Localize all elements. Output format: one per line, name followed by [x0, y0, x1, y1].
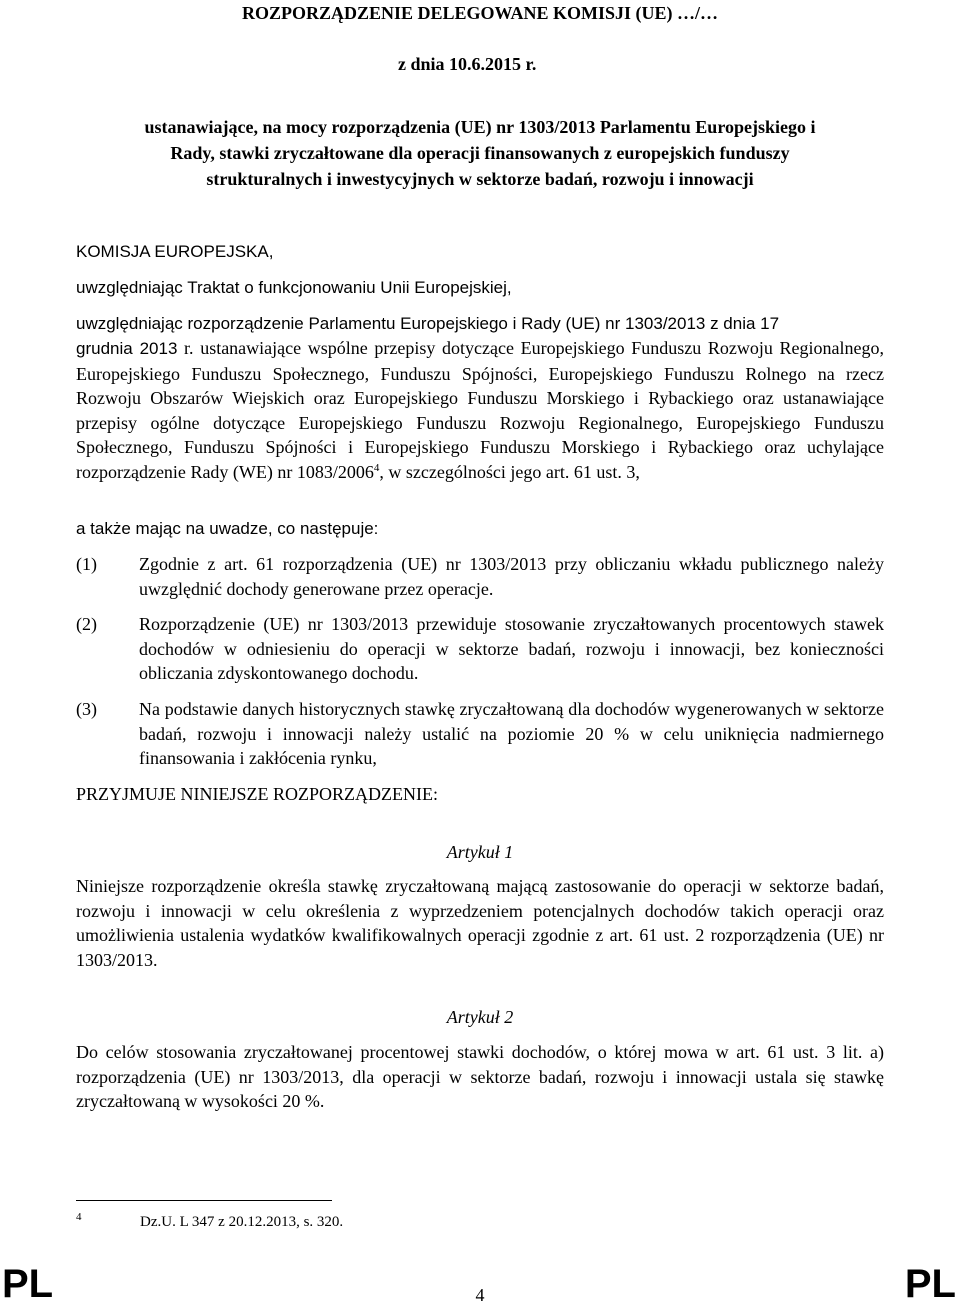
document-title: ROZPORZĄDZENIE DELEGOWANE KOMISJI (UE) …/… [241, 3, 719, 23]
recital-number: (2) [76, 614, 97, 634]
document-date: z dnia 10.6.2015 r. [398, 54, 537, 74]
preamble-considering: a także mając na uwadze, co następuje: [76, 519, 379, 538]
article-2-heading: Artykuł 2 [446, 1007, 514, 1027]
article-1-text: Niniejsze rozporządzenie określa stawkę zryczałtowaną mającą zastosowanie do operacji w sektorze badań, rozwoju i innowacji w celu określenia z wyprzedzeniem potencjalnych dochodów takich operacji oraz umożliwienia ustalenia wydatków kwalifikowalnych operacji zgodnie z art. 61 ust. 2 rozporządzenia (UE) nr 1303/2013. [76, 876, 884, 970]
footer-language-right: PL [904, 1262, 956, 1306]
recital-number: (1) [76, 554, 97, 574]
citation-date-fragment: grudnia 2013 [76, 339, 178, 358]
footnote-reference[interactable]: 4 [373, 461, 380, 474]
citation-tail-before: Rady (WE) nr 1083/2006 [190, 461, 374, 482]
preamble-authority: KOMISJA EUROPEJSKA, [76, 242, 274, 261]
page-number: 4 [475, 1285, 485, 1305]
recital-number: (3) [76, 699, 97, 719]
subtitle-line: ustanawiające, na mocy rozporządzenia (UE) nr 1303/2013 Parlamentu Europejskiego i [144, 117, 816, 137]
citation-tail-after: , w szczególności jego art. 61 ust. 3, [379, 461, 640, 482]
preamble-citation-treaty: uwzględniając Traktat o funkcjonowaniu Unii Europejskiej, [76, 278, 512, 297]
recital-text: Zgodnie z art. 61 rozporządzenia (UE) nr 1303/2013 przy obliczaniu wkładu publicznego należy uwzględnić dochody generowane przez operacje. [139, 554, 884, 599]
preamble-citation-regulation-body [76, 336, 884, 484]
footnote-number: 4 [76, 1211, 82, 1223]
recital-text: Na podstawie danych historycznych stawkę zryczałtowaną dla dochodów wygenerowanych w sektorze badań, rozwoju i innowacji należy ustalić na poziomie 20 % w celu uniknięcia nadmiernego finansowania i zakłócenia rynku, [139, 699, 884, 768]
citation-body: r. ustanawiające wspólne przepisy dotyczące Europejskiego Funduszu Rozwoju Regionalnego, Europejskiego Funduszu Społecznego, Funduszu Spójności, Europejskiego Funduszu Rolnego na rzecz Rozwoju Obszarów Wiejskich oraz Europejskiego Funduszu Morskiego i Rybackiego oraz ustanawiające przepisy ogólne dotyczące Europejskiego Funduszu Rozwoju Regionalnego, Europejskiego Funduszu Społecznego, Funduszu Spójności i Europejskiego Funduszu Morskiego i Rybackiego oraz uchylające rozporządzenie [76, 338, 884, 482]
article-1-heading: Artykuł 1 [446, 842, 514, 862]
footer-language-left: PL [2, 1262, 54, 1306]
footnote-separator [76, 1200, 332, 1201]
recital-text: Rozporządzenie (UE) nr 1303/2013 przewiduje stosowanie zryczałtowanych procentowych stawek dochodów w odniesieniu do operacji w sektorze badań, rozwoju i innowacji, bez konieczności obliczania zdyskontowanego dochodu. [139, 614, 884, 683]
subtitle-line: Rady, stawki zryczałtowane dla operacji finansowanych z europejskich funduszy [170, 143, 790, 163]
article-2-text: Do celów stosowania zryczałtowanej procentowej stawki dochodów, o której mowa w art. 61 ust. 3 lit. a) rozporządzenia (UE) nr 1303/2013, dla operacji w sektorze badań, rozwoju i innowacji ustala się stawkę zryczałtowaną w wysokości 20 %. [76, 1042, 884, 1111]
adoption-formula: PRZYJMUJE NINIEJSZE ROZPORZĄDZENIE: [76, 784, 438, 804]
footnote-text: Dz.U. L 347 z 20.12.2013, s. 320. [140, 1214, 344, 1230]
preamble-citation-regulation-line: uwzględniając rozporządzenie Parlamentu Europejskiego i Rady (UE) nr 1303/2013 z dnia 17 [76, 314, 780, 333]
subtitle-line: strukturalnych i inwestycyjnych w sektorze badań, rozwoju i innowacji [206, 169, 754, 189]
document-subtitle [0, 114, 960, 192]
